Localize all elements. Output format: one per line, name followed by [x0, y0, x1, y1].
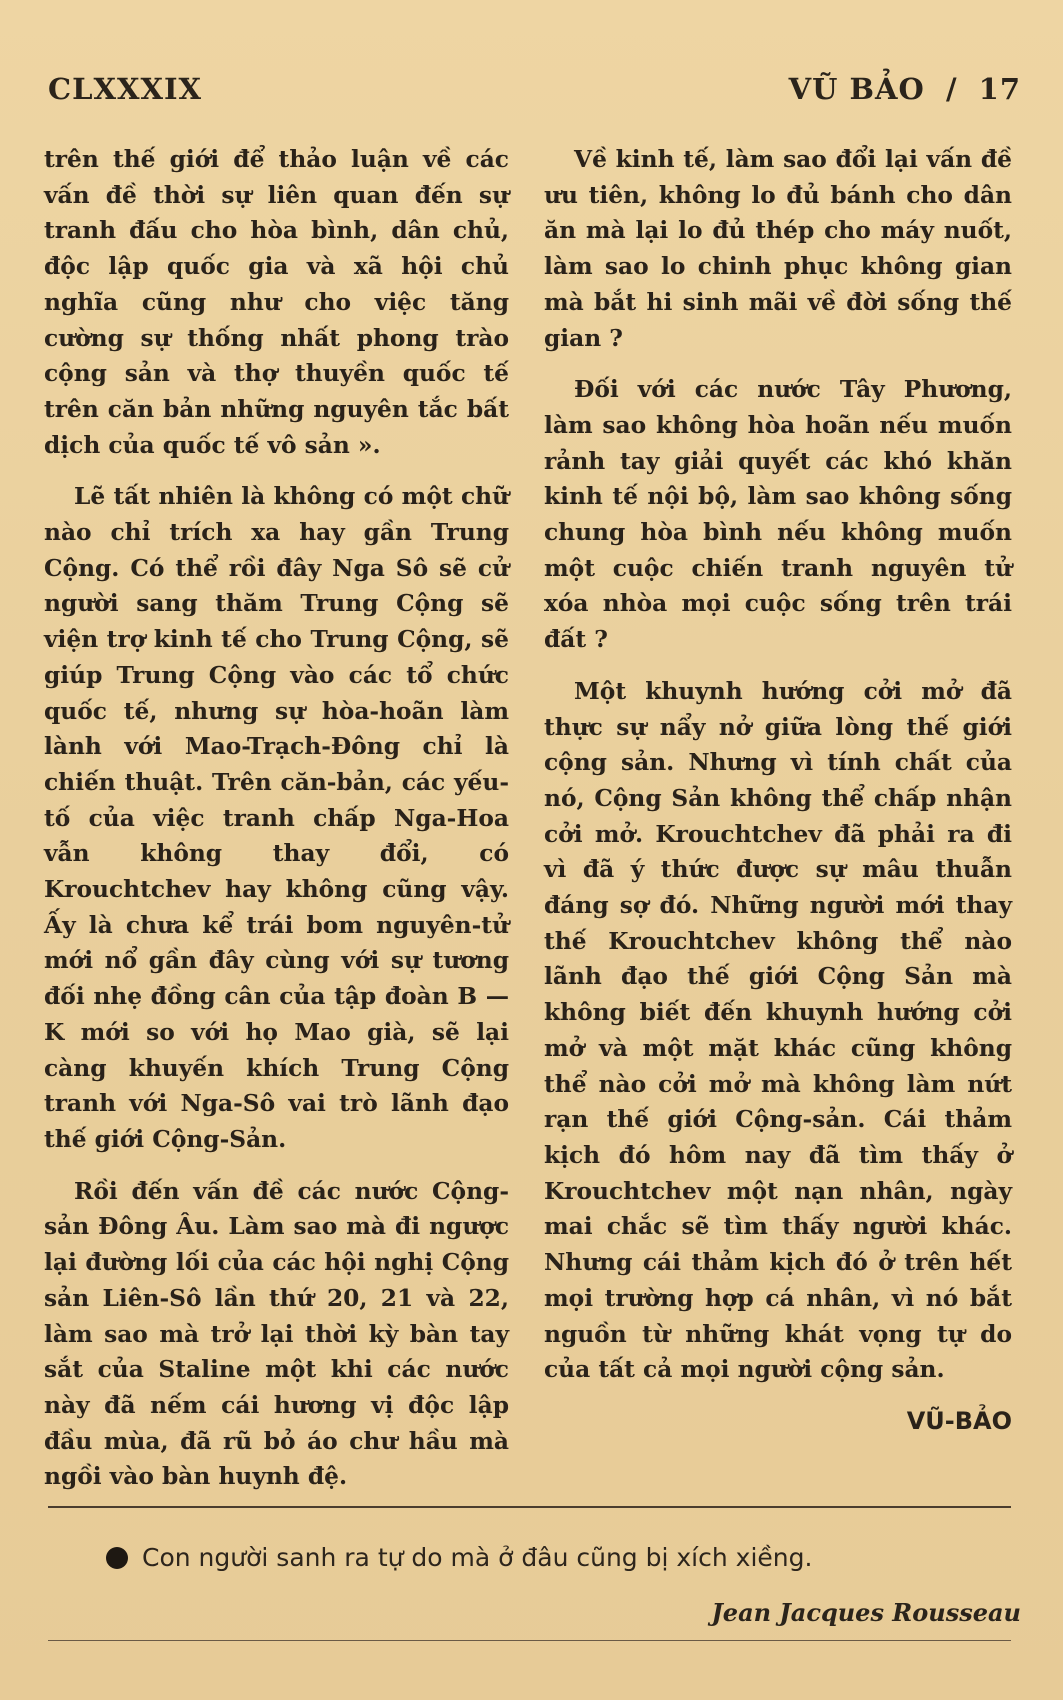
- right-paragraph-2: Đối với các nước Tây Phương, làm sao không hòa hoãn nếu muốn rảnh tay giải quyết các khó khăn kinh tế nội bộ, làm sao không sống chung hòa bình nếu không muốn một cuộc chiến tranh nguyên tử xóa nhòa mọi cuộc sống trên trái đất ?: [544, 376, 1012, 654]
- author-signature: VŨ-BẢO: [906, 1406, 1012, 1435]
- running-head-separator: /: [945, 72, 958, 106]
- section-number: CLXXXIX: [48, 72, 203, 106]
- left-paragraph-1: trên thế giới để thảo luận về các vấn đề thời sự liên quan đến sự tranh đấu cho hòa bình, dân chủ, độc lập quốc gia và xã hội chủ nghĩa cũng như cho việc tăng cường sự thống nhất phong trào cộng sản và thợ thuyền quốc tế trên căn bản những nguyên tắc bất dịch của quốc tế vô sản ».: [44, 146, 509, 459]
- right-paragraph-3: Một khuynh hướng cởi mở đã thực sự nẩy nở giữa lòng thế giới cộng sản. Nhưng vì tính chất của nó, Cộng Sản không thể chấp nhận cởi mở. Krouchtchev đã phải ra đi vì đã ý thức được sự mâu thuẫn đáng sợ đó. Những người mới thay thế Krouchtchev không thể nào lãnh đạo thế giới Cộng Sản mà không biết đến khuynh hướng cởi mở và một mặt khác cũng không thể nào cởi mở mà không làm nứt rạn thế giới Cộng-sản. Cái thảm kịch đó hôm nay đã tìm thấy ở Krouchtchev một nạn nhân, ngày mai chắc sẽ tìm thấy người khác. Nhưng cái thảm kịch đó ở trên hết mọi trường hợp cá nhân, vì nó bắt nguồn từ những khát vọng tự do của tất cả mọi người cộng sản.: [544, 677, 1012, 1384]
- left-column: [44, 142, 509, 1511]
- footer-divider-top: [48, 1506, 1011, 1508]
- running-head-author: VŨ BẢO: [788, 72, 925, 106]
- bullet-icon: [106, 1547, 128, 1569]
- running-head: [779, 72, 1021, 106]
- quote-attribution: Jean Jacques Rousseau: [711, 1598, 1021, 1627]
- page-header: [48, 72, 1021, 106]
- footer-divider-bottom: [48, 1640, 1011, 1641]
- footer-quote: [106, 1543, 812, 1572]
- left-paragraph-3: Rồi đến vấn đề các nước Cộng-sản Đông Âu. Làm sao mà đi ngược lại đường lối của các hội nghị Cộng sản Liên-Sô lần thứ 20, 21 và 22, làm sao mà trở lại thời kỳ bàn tay sắt của Staline một khi các nước này đã nếm cái hương vị độc lập đầu mùa, đã rũ bỏ áo chư hầu mà ngồi vào bàn huynh đệ.: [44, 1177, 509, 1491]
- page-number: 17: [978, 72, 1021, 106]
- right-column: [544, 142, 1012, 1440]
- left-paragraph-2: Lẽ tất nhiên là không có một chữ nào chỉ trích xa hay gần Trung Cộng. Có thể rồi đây Nga Sô sẽ cử người sang thăm Trung Cộng sẽ viện trợ kinh tế cho Trung Cộng, sẽ giúp Trung Cộng vào các tổ chức quốc tế, nhưng sự hòa-hoãn làm lành với Mao-Trạch-Đông chỉ là chiến thuật. Trên căn-bản, các yếu-tố của việc tranh chấp Nga-Hoa vẫn không thay đổi, có Krouchtchev hay không cũng vậy. Ấy là chưa kể trái bom nguyên-tử mới nổ gần đây cùng với sự tương đối nhẹ đồng cân của tập đoàn B — K mới so với họ Mao già, sẽ lại càng khuyến khích Trung Cộng tranh với Nga-Sô vai trò lãnh đạo thế giới Cộng-Sản.: [44, 483, 509, 1153]
- right-paragraph-1: Về kinh tế, làm sao đổi lại vấn đề ưu tiên, không lo đủ bánh cho dân ăn mà lại lo đủ thép cho máy nuốt, làm sao lo chinh phục không gian mà bắt hi sinh mãi về đời sống thế gian ?: [544, 146, 1012, 352]
- quote-text: Con người sanh ra tự do mà ở đâu cũng bị xích xiềng.: [142, 1543, 813, 1572]
